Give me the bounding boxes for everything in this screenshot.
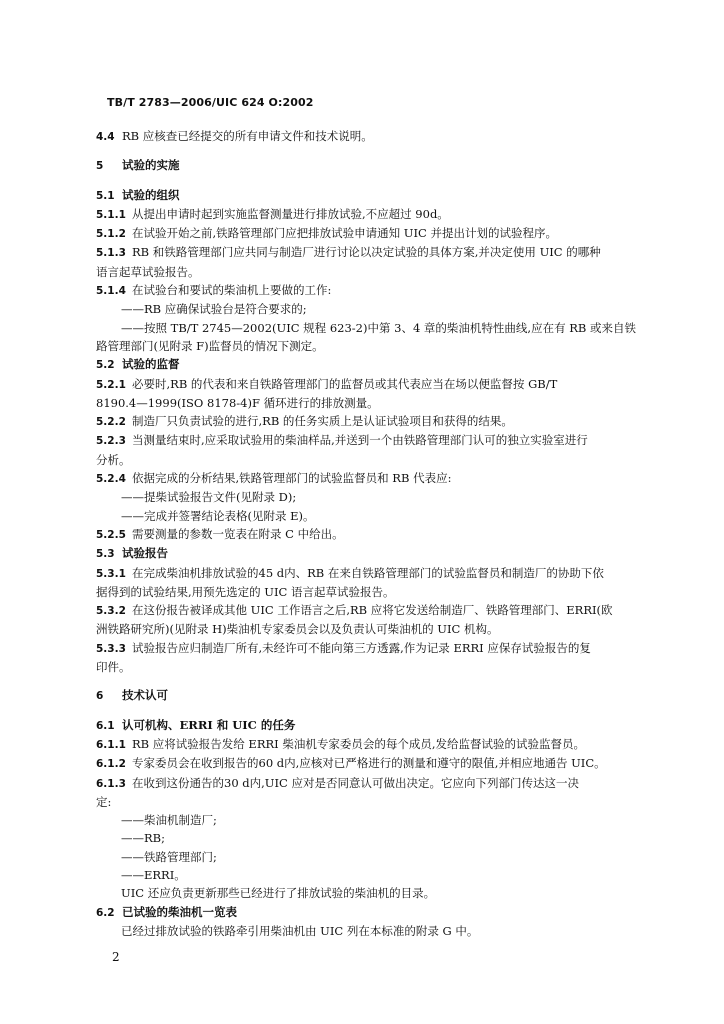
- paragraph-line: [96, 754, 656, 773]
- paragraph: [96, 922, 656, 940]
- clause-number: 5.2.1: [96, 378, 126, 391]
- paragraph-line: [96, 224, 656, 243]
- clause-text: ——提柴试验报告文件(见附录 D);: [121, 490, 297, 505]
- clause-text: 认可机构、ERRI 和 UIC 的任务: [122, 717, 296, 732]
- paragraph-line: [96, 620, 656, 638]
- section-gap: [96, 146, 656, 156]
- standard-header: TB/T 2783—2006/UIC 624 O:2002: [107, 96, 314, 109]
- paragraph-line: [96, 263, 656, 281]
- clause-text: 技术认可: [122, 688, 168, 703]
- clause-text: RB 应将试验报告发给 ERRI 柴油机专家委员会的每个成员,发给监督试验的试验监督员。: [132, 736, 585, 751]
- paragraph-line: [96, 564, 656, 583]
- paragraph-line: [96, 205, 656, 224]
- clause-text: 洲铁路研究所)(见附录 H)柴油机专家委员会以及负责认可柴油机的 UIC 机构。: [96, 622, 499, 637]
- clause-text: 试验的组织: [122, 187, 180, 202]
- clause-text: ——完成并签署结论表格(见附录 E)。: [121, 508, 315, 523]
- clause-text: 已试验的柴油机一览表: [122, 904, 237, 919]
- clause-text: 从提出申请时起到实施监督测量进行排放试验,不应超过 90d。: [132, 206, 449, 221]
- list-item: [96, 488, 656, 506]
- clause-text: 在试验开始之前,铁路管理部门应把排放试验申请通知 UIC 并提出计划的试验程序。: [132, 226, 557, 241]
- clause-text: 试验报告应归制造厂所有,未经许可不能向第三方透露,作为记录 ERRI 应保存试验报告的复: [132, 640, 591, 655]
- list-item: [96, 811, 656, 829]
- clause-text: 试验的监督: [122, 357, 180, 372]
- section-heading: [96, 686, 656, 705]
- list-item: [96, 848, 656, 866]
- paragraph-line: [96, 127, 656, 146]
- paragraph-line: [96, 639, 656, 658]
- clause-number: 5.1.1: [96, 208, 126, 221]
- paragraph-line: [96, 375, 656, 394]
- clause-text: 依据完成的分析结果,铁路管理部门的试验监督员和 RB 代表应:: [132, 471, 452, 486]
- paragraph-line: [96, 658, 656, 676]
- clause-number: 6.1: [96, 719, 115, 732]
- page-number: 2: [112, 950, 120, 964]
- clause-number: 5.2.2: [96, 416, 126, 429]
- clause-text: ——ERRI。: [121, 867, 186, 882]
- clause-number: 5.3.2: [96, 605, 126, 618]
- section-heading: [96, 156, 656, 175]
- clause-text: 在收到这份通告的30 d内,UIC 应对是否同意认可做出决定。它应向下列部门传达这一决: [132, 775, 579, 790]
- section-gap: [96, 676, 656, 686]
- paragraph-line: [96, 243, 656, 262]
- clause-number: 5.3: [96, 548, 115, 561]
- clause-text: 当测量结束时,应采取试验用的柴油样品,并送到一个由铁路管理部门认可的独立实验室进行: [132, 433, 588, 448]
- clause-number: 5.2: [96, 359, 115, 372]
- clause-text: 在这份报告被译成其他 UIC 工作语言之后,RB 应将它发送给制造厂、铁路管理部门、ERRI(欧: [132, 603, 613, 618]
- clause-text: RB 应核查已经提交的所有申请文件和技术说明。: [122, 129, 373, 143]
- clause-text: UIC 还应负责更新那些已经进行了排放试验的柴油机的目录。: [121, 886, 436, 901]
- clause-text: ——按照 TB/T 2745—2002(UIC 规程 623-2)中第 3、4 章的柴油机特性曲线,应在有 RB 或来自铁: [121, 320, 636, 335]
- paragraph-line: [96, 337, 656, 355]
- clause-number: 5.1.2: [96, 228, 126, 241]
- list-item: [96, 319, 656, 337]
- clause-number: 5.2.3: [96, 435, 126, 448]
- subsection-heading: [96, 186, 656, 205]
- document-body: [96, 127, 656, 940]
- paragraph-line: [96, 281, 656, 300]
- subsection-heading: [96, 716, 656, 735]
- clause-text: 专家委员会在收到报告的60 d内,应核对已严格进行的测量和遵守的限值,并相应地通告 UIC。: [132, 756, 606, 771]
- clause-number: 5: [96, 160, 104, 173]
- subsection-heading: [96, 355, 656, 374]
- clause-number: 6.1.1: [96, 738, 126, 751]
- subsection-heading: [96, 903, 656, 922]
- clause-number: 5.2.4: [96, 473, 126, 486]
- clause-number: 6.2: [96, 906, 115, 919]
- clause-text: 制造厂只负责试验的进行,RB 的任务实质上是认证试验项目和获得的结果。: [132, 414, 513, 429]
- paragraph: [96, 884, 656, 902]
- clause-text: 8190.4—1999(ISO 8178-4)F 循环进行的排放测量。: [96, 395, 379, 410]
- subsection-heading: [96, 544, 656, 563]
- clause-text: 必要时,RB 的代表和来自铁路管理部门的监督员或其代表应当在场以便监督按 GB/T: [132, 376, 558, 391]
- list-item: [96, 507, 656, 525]
- clause-number: 6.1.3: [96, 777, 126, 790]
- section-gap: [96, 176, 656, 186]
- clause-number: 5.3.1: [96, 567, 126, 580]
- clause-number: 5.1.4: [96, 285, 126, 298]
- clause-text: 据得到的试验结果,用预先选定的 UIC 语言起草试验报告。: [96, 584, 395, 599]
- clause-text: 已经过排放试验的铁路牵引用柴油机由 UIC 列在本标准的附录 G 中。: [121, 923, 479, 938]
- clause-text: 需要测量的参数一览表在附录 C 中给出。: [132, 526, 344, 541]
- list-item: [96, 300, 656, 318]
- clause-text: ——RB 应确保试验台是符合要求的;: [121, 302, 307, 317]
- clause-number: 4.4: [96, 131, 115, 143]
- clause-text: 分析。: [96, 452, 131, 467]
- paragraph-line: [96, 793, 656, 811]
- paragraph-line: [96, 601, 656, 620]
- clause-number: 5.3.3: [96, 642, 126, 655]
- paragraph-line: [96, 431, 656, 450]
- clause-text: 试验报告: [122, 546, 168, 561]
- list-item: [96, 866, 656, 884]
- clause-text: RB 和铁路管理部门应共同与制造厂进行讨论以决定试验的具体方案,并决定使用 UIC 的哪种: [132, 245, 601, 260]
- clause-text: ——铁路管理部门;: [121, 849, 217, 864]
- clause-text: 在试验台和要试的柴油机上要做的工作:: [132, 283, 332, 298]
- paragraph-line: [96, 525, 656, 544]
- paragraph-line: [96, 735, 656, 754]
- paragraph-line: [96, 394, 656, 412]
- clause-text: 定:: [96, 794, 112, 809]
- clause-text: 语言起草试验报告。: [96, 264, 200, 279]
- clause-number: 6: [96, 690, 104, 703]
- paragraph-line: [96, 451, 656, 469]
- clause-text: ——RB;: [121, 831, 165, 846]
- paragraph-line: [96, 469, 656, 488]
- clause-text: 试验的实施: [122, 158, 180, 173]
- list-item: [96, 829, 656, 847]
- clause-number: 5.1.3: [96, 247, 126, 260]
- clause-number: 5.2.5: [96, 528, 126, 541]
- paragraph-line: [96, 774, 656, 793]
- clause-number: 6.1.2: [96, 758, 126, 771]
- clause-text: 印件。: [96, 660, 131, 675]
- clause-text: 在完成柴油机排放试验的45 d内、RB 在来自铁路管理部门的试验监督员和制造厂的协助下依: [132, 565, 604, 580]
- paragraph-line: [96, 412, 656, 431]
- clause-text: 路管理部门(见附录 F)监督员的情况下测定。: [96, 338, 324, 353]
- paragraph-line: [96, 583, 656, 601]
- clause-text: ——柴油机制造厂;: [121, 813, 217, 828]
- clause-number: 5.1: [96, 189, 115, 202]
- section-gap: [96, 706, 656, 716]
